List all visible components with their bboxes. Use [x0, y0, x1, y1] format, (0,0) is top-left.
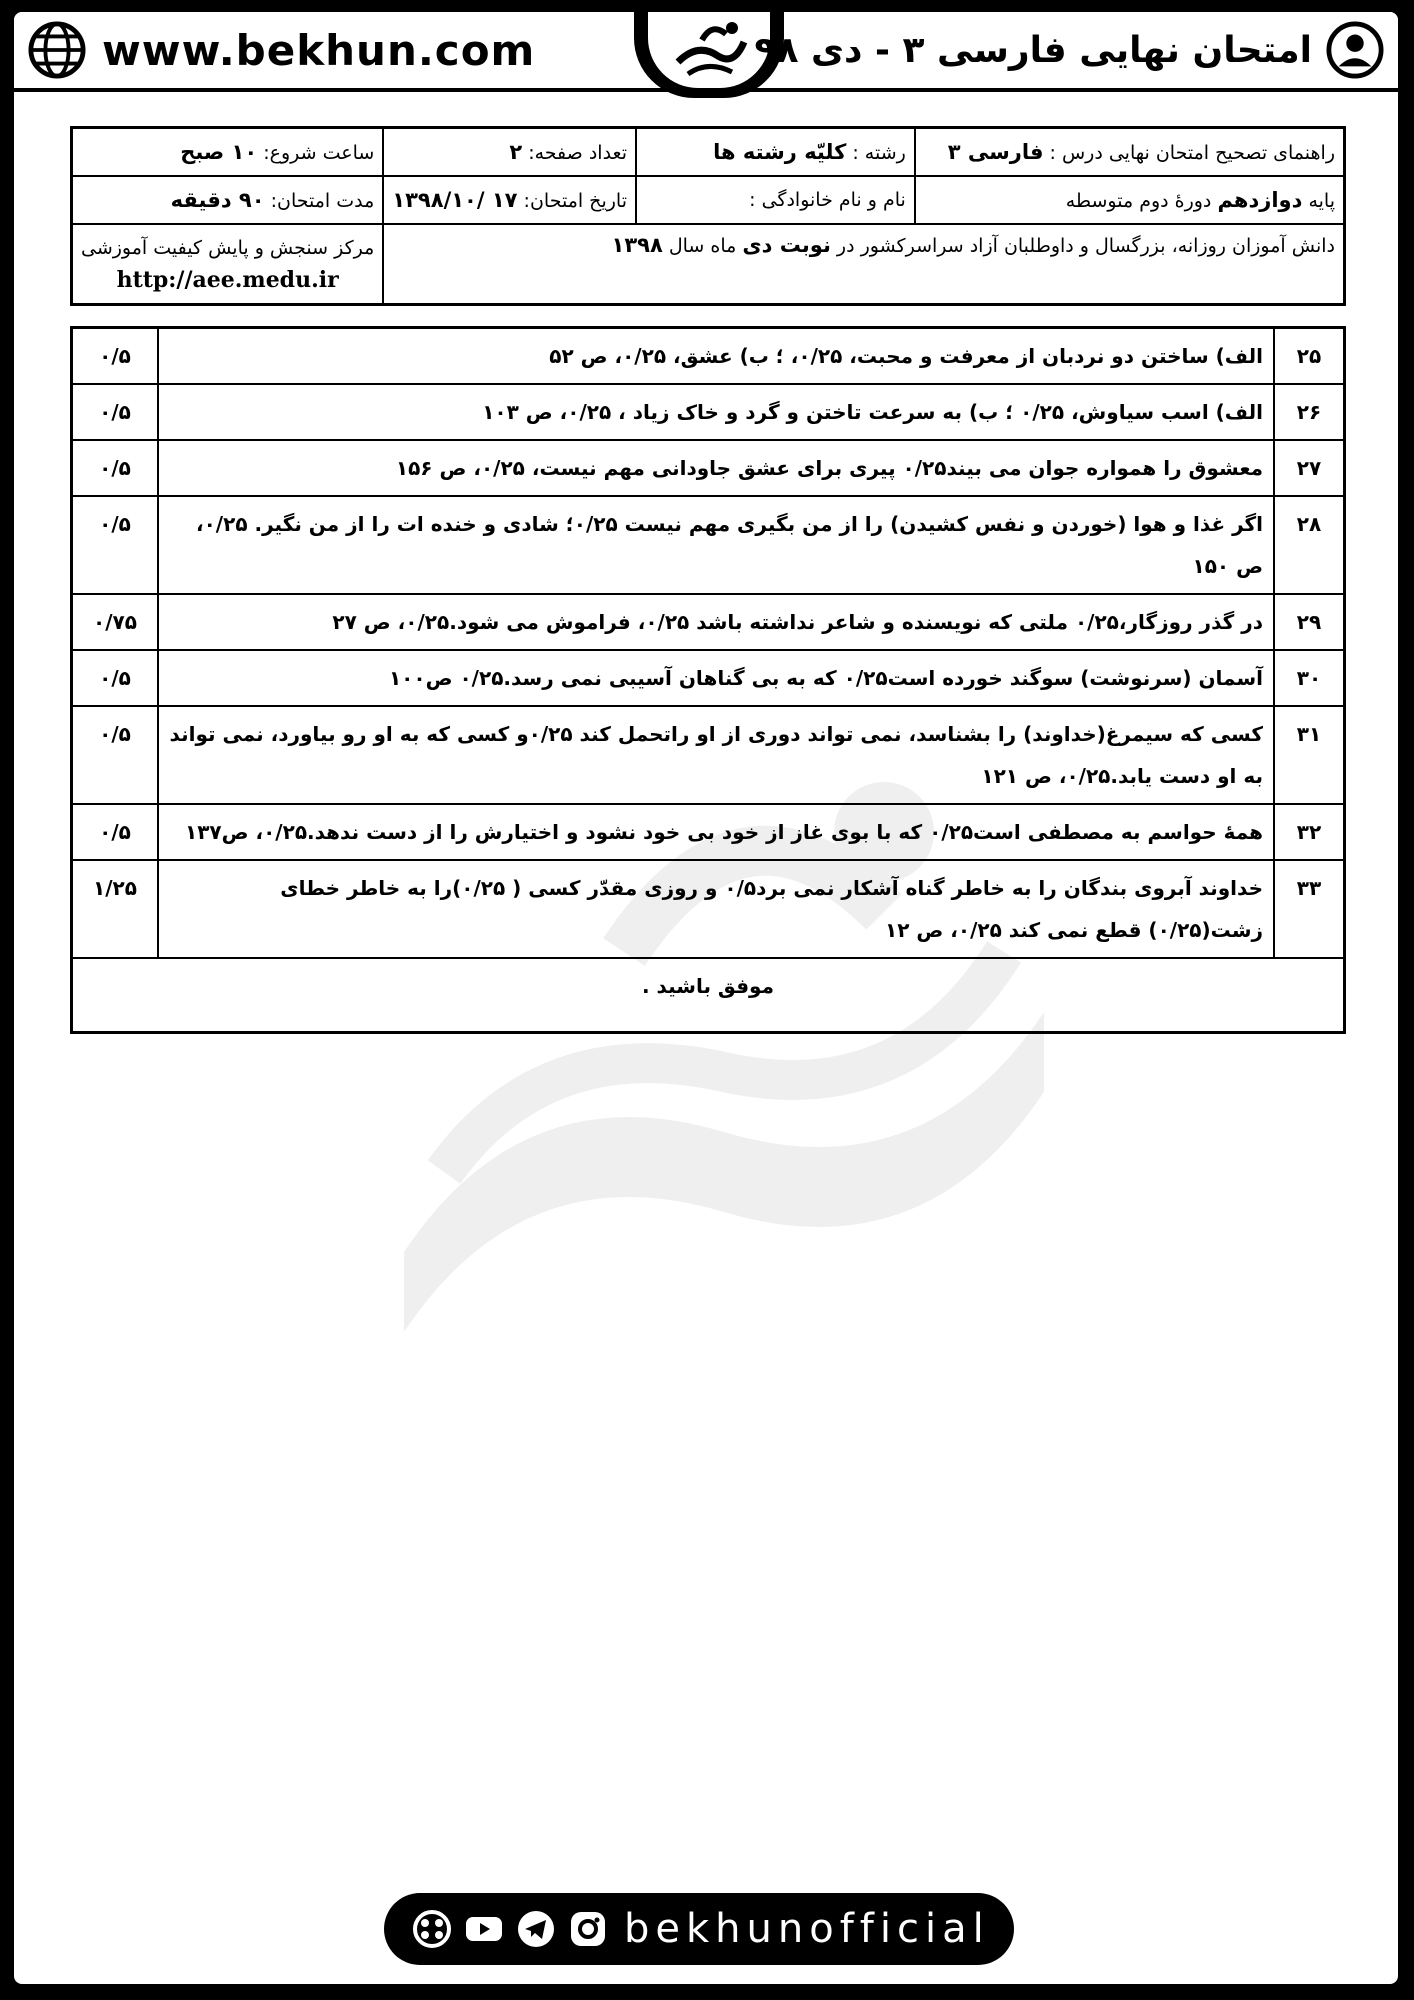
exam-info-table	[70, 126, 1346, 306]
instagram-icon[interactable]	[568, 1909, 608, 1949]
date-value: ۱۷ /۱۳۹۸/۱۰	[392, 188, 518, 212]
answer-score: ۰/۵	[72, 650, 159, 706]
answer-number: ۲۸	[1274, 496, 1345, 594]
start-cell	[72, 128, 384, 177]
answers-table	[70, 326, 1346, 1034]
footer-message: موفق باشید .	[72, 958, 1345, 1033]
answer-score: ۱/۲۵	[72, 860, 159, 958]
answer-number: ۲۵	[1274, 328, 1345, 385]
center-name: مرکز سنجش و پایش کیفیت آموزشی	[81, 237, 375, 259]
header-bar	[14, 12, 1398, 92]
info-row	[72, 176, 1345, 224]
duration-label: مدت امتحان:	[270, 190, 375, 212]
answer-text: آسمان (سرنوشت) سوگند خورده است۰/۲۵ که به بی گناهان آسیبی نمی رسد.۰/۲۵ ص۱۰۰	[158, 650, 1274, 706]
user-profile-icon[interactable]	[1326, 21, 1384, 79]
answer-score: ۰/۷۵	[72, 594, 159, 650]
duration-cell	[72, 176, 384, 224]
guide-label: راهنمای تصحیح امتحان نهایی درس :	[1049, 142, 1335, 164]
youtube-icon[interactable]	[464, 1909, 504, 1949]
answer-text: همهٔ حواسم به مصطفی است۰/۲۵ که با بوی غاز از خود بی خود نشود و اختیارش را از دست ندهد.۰/۲۵، ص۱۳۷	[158, 804, 1274, 860]
answer-row	[72, 328, 1345, 385]
start-label: ساعت شروع:	[263, 142, 375, 164]
answer-number: ۳۳	[1274, 860, 1345, 958]
name-cell	[636, 176, 915, 224]
date-label: تاریخ امتحان:	[523, 190, 627, 212]
grade-cell	[915, 176, 1345, 224]
telegram-icon[interactable]	[516, 1909, 556, 1949]
answer-row	[72, 804, 1345, 860]
exam-title: امتحان نهایی فارسی ۳ - دی ۹۸	[754, 29, 1312, 71]
start-value: ۱۰ صبح	[180, 140, 258, 164]
students-text: دانش آموزان روزانه، بزرگسال و داوطلبان آزاد سراسرکشور در	[836, 235, 1335, 257]
answer-number: ۲۶	[1274, 384, 1345, 440]
field-cell	[636, 128, 915, 177]
answer-score: ۰/۵	[72, 440, 159, 496]
bekhun-logo-icon	[648, 12, 770, 88]
field-label: رشته :	[852, 142, 906, 164]
answer-score: ۰/۵	[72, 706, 159, 804]
answer-row	[72, 860, 1345, 958]
duration-value: ۹۰ دقیقه	[170, 188, 265, 212]
site-link[interactable]	[28, 18, 535, 82]
name-label: نام و نام خانوادگی :	[749, 189, 906, 211]
answer-number: ۳۱	[1274, 706, 1345, 804]
turn-value: نوبت دی	[742, 233, 831, 257]
subject-value: فارسی ۳	[947, 140, 1044, 164]
footer-row	[72, 958, 1345, 1033]
answer-number: ۲۷	[1274, 440, 1345, 496]
guide-cell	[915, 128, 1345, 177]
answer-text: معشوق را همواره جوان می بیند۰/۲۵ پیری برای عشق جاودانی مهم نیست، ۰/۲۵، ص ۱۵۶	[158, 440, 1274, 496]
answer-row	[72, 440, 1345, 496]
students-cell	[383, 224, 1344, 305]
title-wrap	[755, 18, 1384, 82]
aparat-icon[interactable]	[412, 1909, 452, 1949]
answer-row	[72, 496, 1345, 594]
turn-suffix: ماه سال	[668, 235, 737, 257]
answer-text: اگر غذا و هوا (خوردن و نفس کشیدن) را از من بگیری مهم نیست ۰/۲۵؛ شادی و خنده ات را از من نگیر. ۰/۲۵، ص ۱۵۰	[158, 496, 1274, 594]
date-cell	[383, 176, 636, 224]
answer-score: ۰/۵	[72, 384, 159, 440]
page	[14, 12, 1398, 1984]
pages-cell	[383, 128, 636, 177]
center-url[interactable]: http://aee.medu.ir	[116, 267, 339, 293]
answer-score: ۰/۵	[72, 328, 159, 385]
center-cell	[72, 224, 384, 305]
answer-row	[72, 384, 1345, 440]
answer-text: در گذر روزگار،۰/۲۵ ملتی که نویسنده و شاعر نداشته باشد ۰/۲۵، فراموش می شود.۰/۲۵، ص ۲۷	[158, 594, 1274, 650]
pages-value: ۲	[509, 140, 523, 164]
social-handle[interactable]: bekhunofficial	[624, 1906, 990, 1952]
site-url[interactable]: www.bekhun.com	[102, 25, 536, 75]
answer-row	[72, 706, 1345, 804]
answer-number: ۲۹	[1274, 594, 1345, 650]
answer-score: ۰/۵	[72, 496, 159, 594]
info-row	[72, 128, 1345, 177]
answer-score: ۰/۵	[72, 804, 159, 860]
answer-text: کسی که سیمرغ(خداوند) را بشناسد، نمی تواند دوری از او راتحمل کند ۰/۲۵و کسی که به او رو بیاورد، نمی تواند به او دست یابد.۰/۲۵، ص ۱۲۱	[158, 706, 1274, 804]
answer-number: ۳۰	[1274, 650, 1345, 706]
answer-text: الف) اسب سیاوش، ۰/۲۵ ؛ ب) به سرعت تاختن و گرد و خاک زیاد ، ۰/۲۵، ص ۱۰۳	[158, 384, 1274, 440]
grade-value: دوازدهم	[1217, 188, 1303, 212]
grade-label: پایه	[1308, 190, 1335, 212]
answer-number: ۳۲	[1274, 804, 1345, 860]
field-value: کلیّه رشته ها	[713, 140, 847, 164]
answer-row	[72, 594, 1345, 650]
globe-icon	[28, 21, 86, 79]
grade-suffix: دورهٔ دوم متوسطه	[1065, 190, 1212, 212]
pages-label: تعداد صفحه:	[528, 142, 627, 164]
info-row	[72, 224, 1345, 305]
answer-text: خداوند آبروی بندگان را به خاطر گناه آشکار نمی برد۰/۵ و روزی مقدّر کسی ( ۰/۲۵)را به خاطر خطای زشت(۰/۲۵) قطع نمی کند ۰/۲۵، ص ۱۲	[158, 860, 1274, 958]
year-value: ۱۳۹۸	[611, 233, 663, 257]
answer-text: الف) ساختن دو نردبان از معرفت و محبت، ۰/۲۵، ؛ ب) عشق، ۰/۲۵، ص ۵۲	[158, 328, 1274, 385]
answer-row	[72, 650, 1345, 706]
social-bar	[384, 1893, 1014, 1965]
